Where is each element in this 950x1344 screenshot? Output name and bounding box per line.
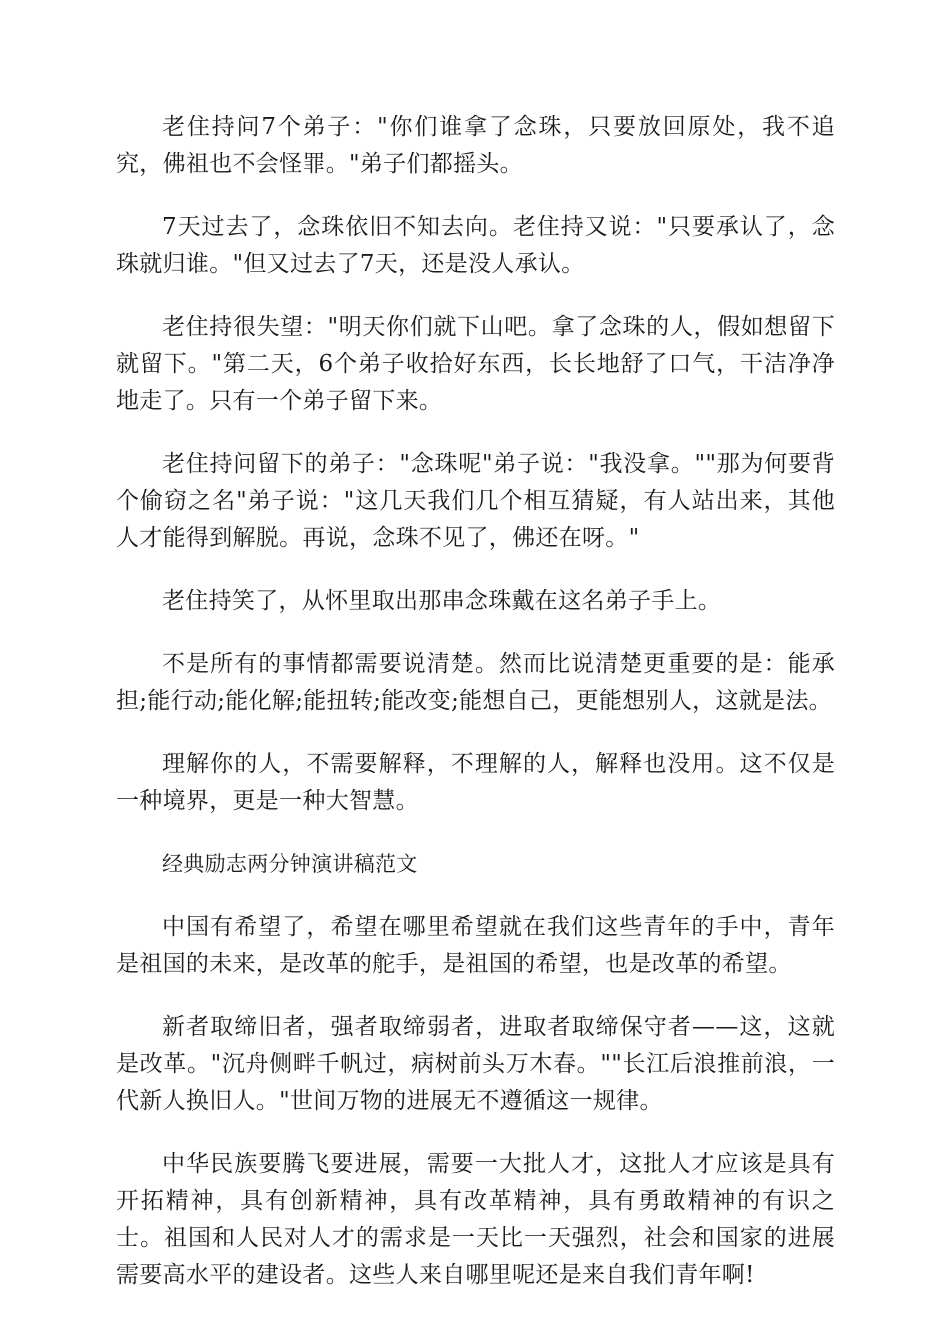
paragraph-9: 新者取缔旧者，强者取缔弱者，进取者取缔保守者——这，这就是改革。"沉舟侧畔千帆过，病树前头万木春。""长江后浪推前浪，一代新人换旧人。"世间万物的进展无不遵循这一规律。: [116, 1014, 835, 1114]
paragraph-7: 理解你的人，不需要解释，不理解的人，解释也没用。这不仅是一种境界，更是一种大智慧。: [116, 751, 835, 814]
paragraph-8: 中国有希望了，希望在哪里希望就在我们这些青年的手中，青年是祖国的未来，是改革的舵手，是祖国的希望，也是改革的希望。: [116, 914, 835, 977]
paragraph-5: 老住持笑了，从怀里取出那串念珠戴在这名弟子手上。: [162, 588, 722, 614]
paragraph-6: 不是所有的事情都需要说清楚。然而比说清楚更重要的是：能承担;能行动;能化解;能扭转;能改变;能想自己，更能想别人，这就是法。: [116, 651, 835, 714]
paragraph-1: 老住持问7个弟子："你们谁拿了念珠，只要放回原处，我不追究，佛祖也不会怪罪。"弟子们都摇头。: [116, 114, 835, 177]
paragraph-4: 老住持问留下的弟子："念珠呢"弟子说："我没拿。""那为何要背个偷窃之名"弟子说："这几天我们几个相互猜疑，有人站出来，其他人才能得到解脱。再说，念珠不见了，佛还在呀。": [116, 451, 835, 551]
paragraph-10: 中华民族要腾飞要进展，需要一大批人才，这批人才应该是具有开拓精神，具有创新精神，具有改革精神，具有勇敢精神的有识之士。祖国和人民对人才的需求是一天比一天强烈，社会和国家的进展需要高水平的建设者。这些人来自哪里呢还是来自我们青年啊!: [116, 1151, 835, 1288]
paragraph-3: 老住持很失望："明天你们就下山吧。拿了念珠的人，假如想留下就留下。"第二天，6个弟子收拾好东西，长长地舒了口气，干洁净净地走了。只有一个弟子留下来。: [116, 314, 835, 414]
paragraph-2: 7天过去了，念珠依旧不知去向。老住持又说："只要承认了，念珠就归谁。"但又过去了7天，还是没人承认。: [116, 214, 835, 277]
section-heading: 经典励志两分钟演讲稿范文: [162, 852, 418, 876]
